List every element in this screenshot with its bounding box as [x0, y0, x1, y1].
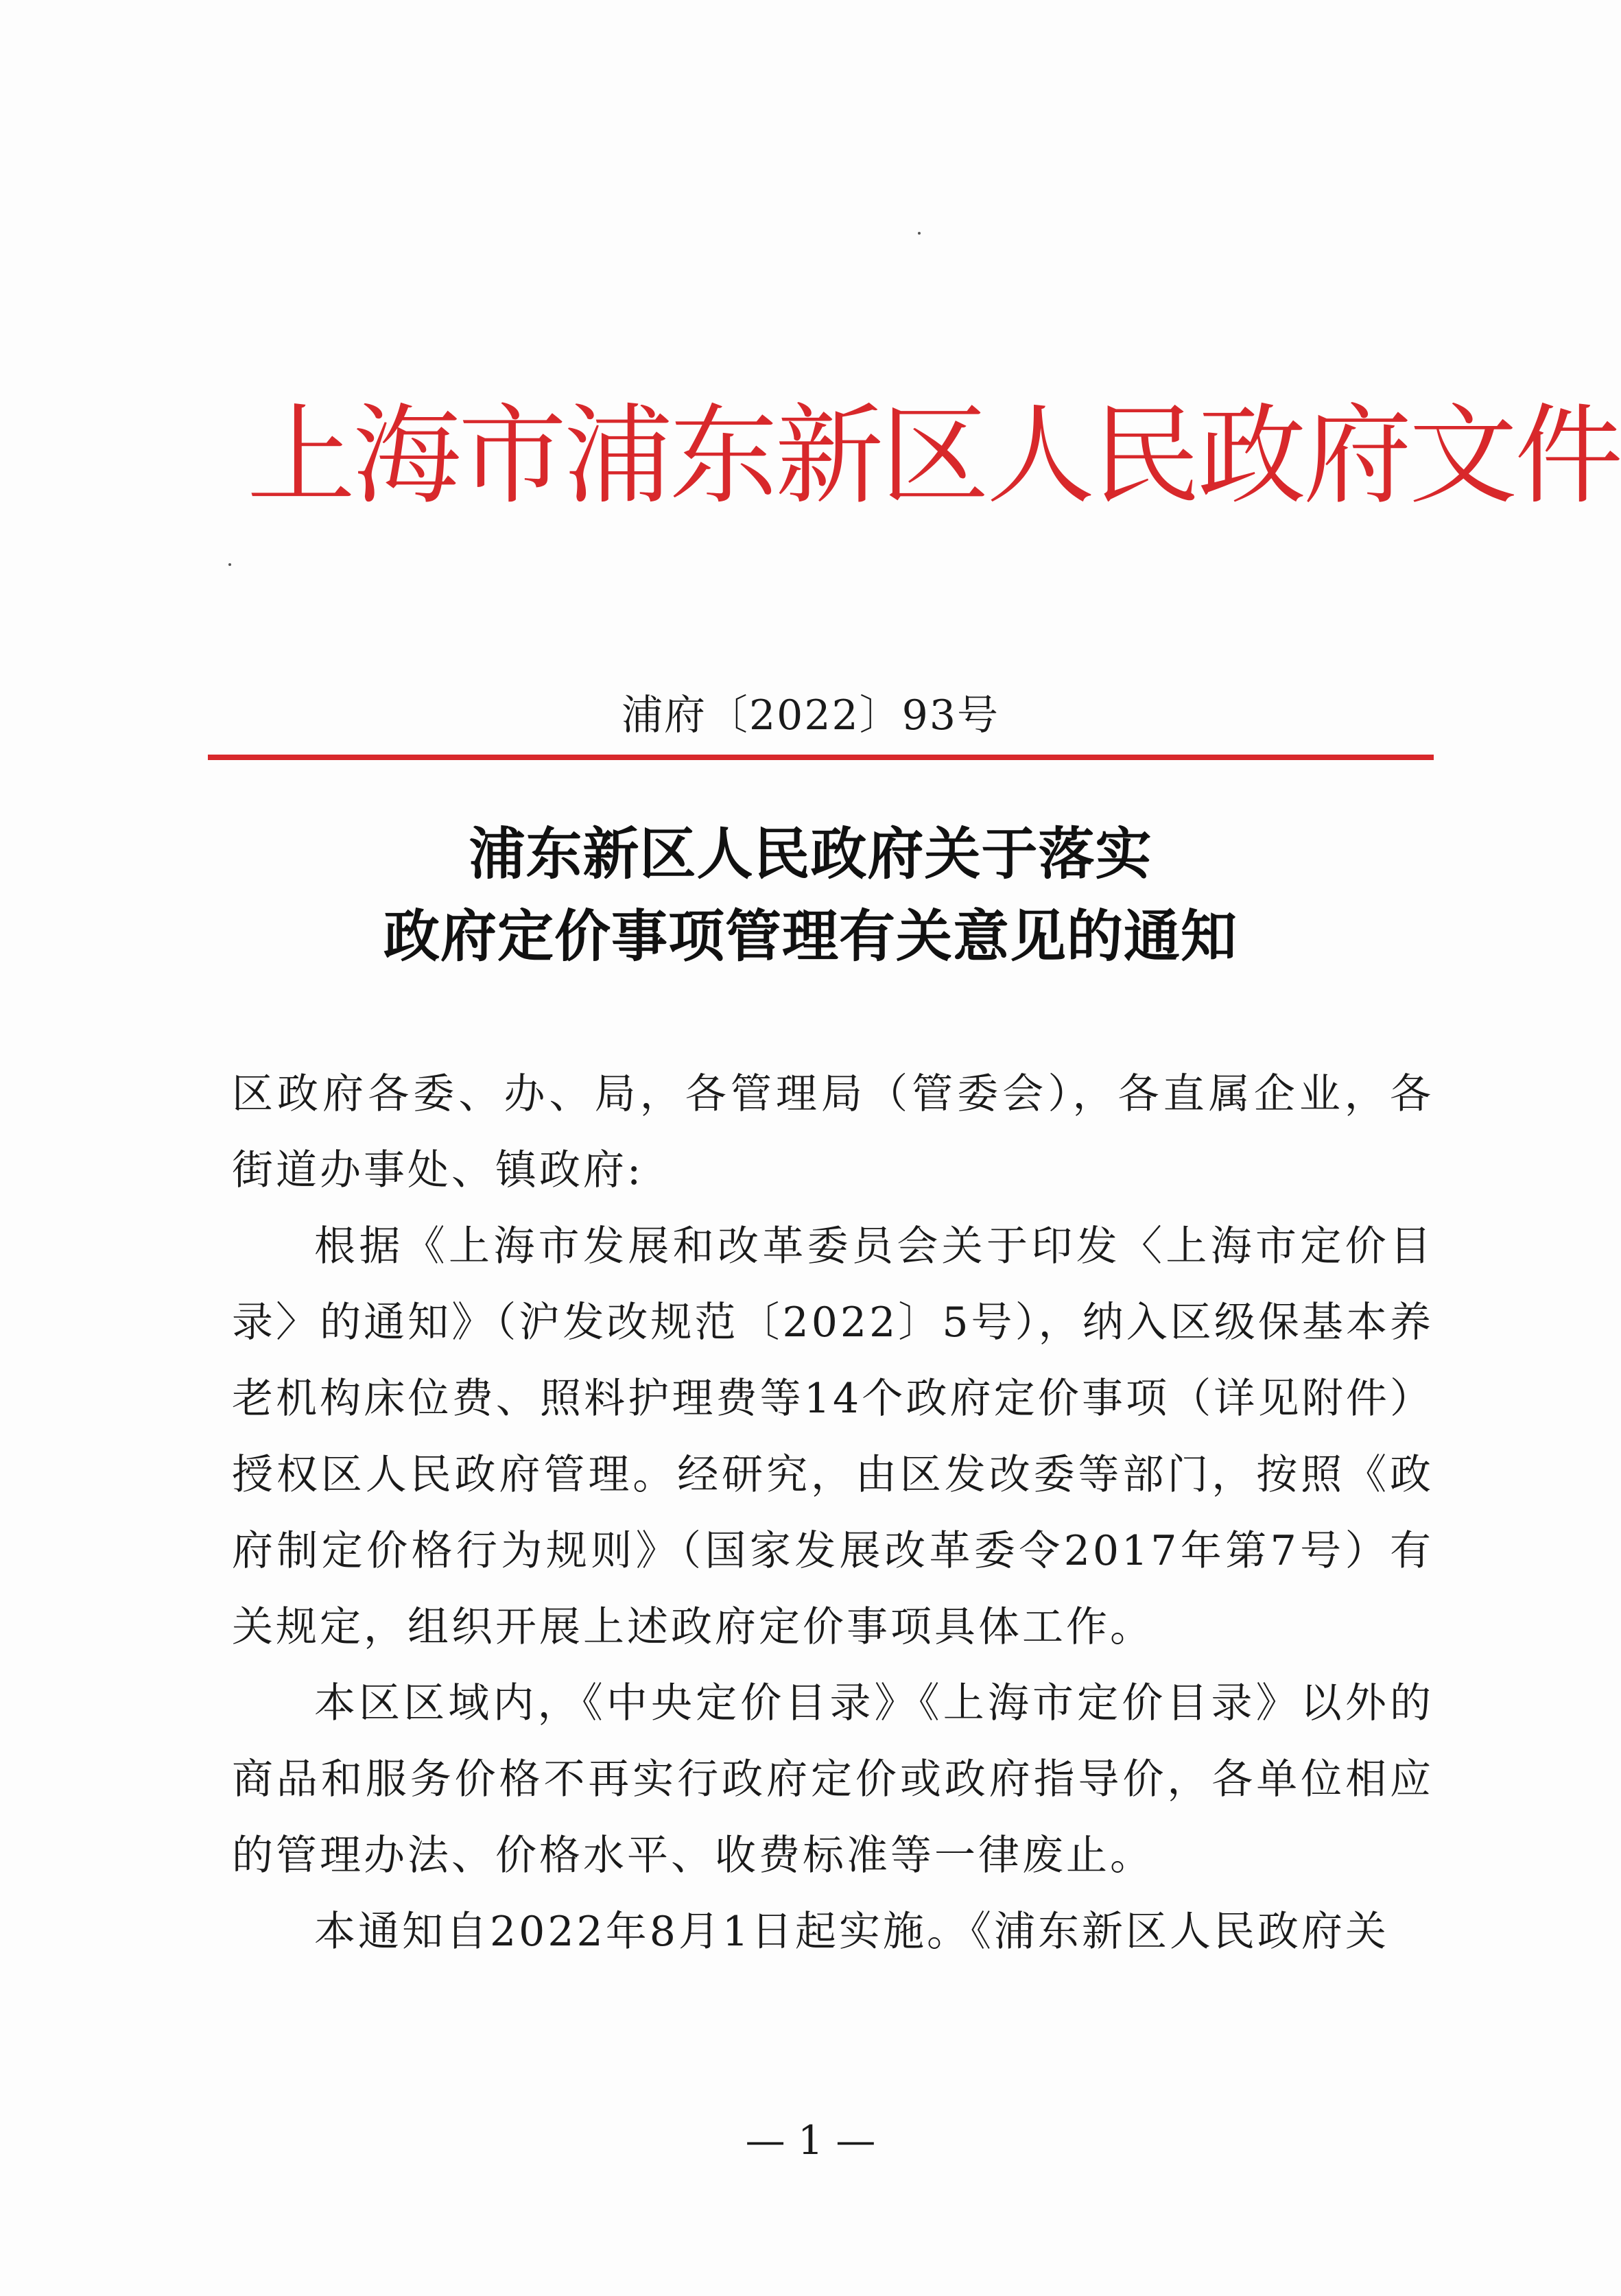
scan-speck [228, 563, 231, 566]
document-title-line-2: 政府定价事项管理有关意见的通知 [383, 903, 1238, 969]
document-title [0, 813, 1621, 978]
document-title-line-1: 浦东新区人民政府关于落实 [469, 821, 1152, 887]
body-paragraph-2: 本区区域内，《中央定价目录》《上海市定价目录》以外的商品和服务价格不再实行政府定价或政府指导价，各单位相应的管理办法、价格水平、收费标准等一律废止。 [232, 1679, 1434, 1880]
body-paragraph-3: 本通知自2022年8月1日起实施。《浦东新区人民政府关 [314, 1908, 1390, 1956]
salutation: 区政府各委、办、局，各管理局（管委会），各直属企业，各街道办事处、镇政府: [232, 1070, 1434, 1194]
page-number: — 1 — [745, 2117, 876, 2164]
document-number: 浦府〔2022〕93号 [621, 691, 1000, 739]
document-body [232, 1056, 1434, 1970]
body-paragraph-1: 根据《上海市发展和改革委员会关于印发〈上海市定价目录〉的通知》（沪发改规范〔2022〕5号），纳入区级保基本养老机构床位费、照料护理费等14个政府定价事项（详见附件）授权区人民政府管理。经研究，由区发改委等部门，按照《政府制定价格行为规则》（国家发展改革委令2017年第7号）有关规定，组织开展上述政府定价事项具体工作。 [232, 1222, 1434, 1651]
scan-speck [918, 232, 921, 235]
issuer-title: 上海市浦东新区人民政府文件 [247, 393, 1620, 519]
red-divider-rule [208, 755, 1434, 760]
